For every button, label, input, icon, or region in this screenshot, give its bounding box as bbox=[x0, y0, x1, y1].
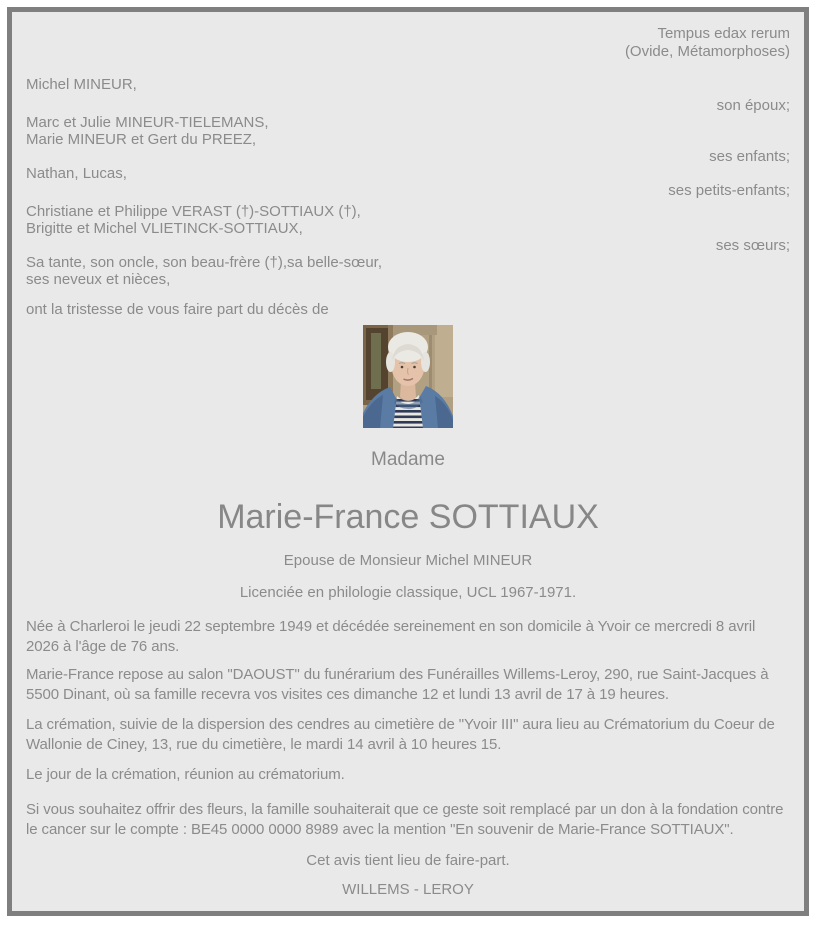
relation-label: ses petits-enfants; bbox=[668, 182, 790, 199]
relation-label: ses sœurs; bbox=[715, 237, 790, 254]
faire-part-notice: Cet avis tient lieu de faire-part. bbox=[306, 852, 510, 869]
family-member: Marie MINEUR et Gert du PREEZ, bbox=[26, 131, 257, 148]
epigraph bbox=[26, 25, 790, 61]
paragraph-visitation: Marie-France repose au salon "DAOUST" du funérarium des Funérailles Willems-Leroy, 290, rue Saint-Jacques à 5500 Dinant, où sa famille recevra vos visites ces dimanche 12 et lundi 13 avril de 17 à 19 heures. bbox=[26, 666, 769, 703]
deceased-name: Marie-France SOTTIAUX bbox=[217, 498, 599, 536]
family-member: Brigitte et Michel VLIETINCK-SOTTIAUX, bbox=[26, 220, 303, 237]
family-member: Christiane et Philippe VERAST (†)-SOTTIAUX (†), bbox=[26, 203, 361, 220]
epigraph-line-1: Tempus edax rerum bbox=[657, 25, 790, 42]
paragraph-birth-death: Née à Charleroi le jeudi 22 septembre 1949 et décédée sereinement en son domicile à Yvoir ce mercredi 8 avril 2026 à l'âge de 76 ans. bbox=[26, 618, 756, 655]
family-group-children bbox=[26, 114, 790, 165]
relation-label: ses enfants; bbox=[709, 148, 790, 165]
family-member: Sa tante, son oncle, son beau-frère (†),sa belle-sœur, bbox=[26, 254, 383, 271]
family-group-extended bbox=[26, 254, 790, 288]
epigraph-line-2: (Ovide, Métamorphoses) bbox=[624, 43, 790, 60]
death-notice-sheet bbox=[7, 7, 809, 916]
family-member: Michel MINEUR, bbox=[26, 76, 137, 93]
honorific-title: Madame bbox=[371, 449, 445, 470]
degree-line: Licenciée en philologie classique, UCL 1967-1971. bbox=[239, 584, 577, 601]
family-group-spouse bbox=[26, 76, 790, 114]
portrait-photo-illustration bbox=[363, 325, 453, 428]
family-member: ses neveux et nièces, bbox=[26, 271, 171, 288]
relation-label: son époux; bbox=[716, 97, 790, 114]
announcement-intro: ont la tristesse de vous faire part du décès de bbox=[26, 301, 329, 318]
paragraph-reunion: Le jour de la crémation, réunion au crématorium. bbox=[26, 766, 345, 783]
family-member: Marc et Julie MINEUR-TIELEMANS, bbox=[26, 114, 269, 131]
family-member: Nathan, Lucas, bbox=[26, 165, 127, 182]
funeral-home-name: WILLEMS - LEROY bbox=[342, 881, 474, 898]
portrait-photo bbox=[363, 325, 453, 428]
family-group-grandchildren bbox=[26, 165, 790, 199]
paragraph-cremation: La crémation, suivie de la dispersion des cendres au cimetière de "Yvoir III" aura lieu au Crématorium du Coeur de Wallonie de Ciney, 13, rue du cimetière, le mardi 14 avril à 10 heures 15. bbox=[26, 716, 775, 753]
paragraph-donation: Si vous souhaitez offrir des fleurs, la famille souhaiterait que ce geste soit remplacé par un don à la fondation contre le cancer sur le compte : BE45 0000 0000 8989 avec la mention "En souvenir de Marie-France SOTTIAUX". bbox=[26, 801, 784, 838]
spouse-line: Epouse de Monsieur Michel MINEUR bbox=[283, 552, 533, 569]
family-group-sisters bbox=[26, 203, 790, 254]
